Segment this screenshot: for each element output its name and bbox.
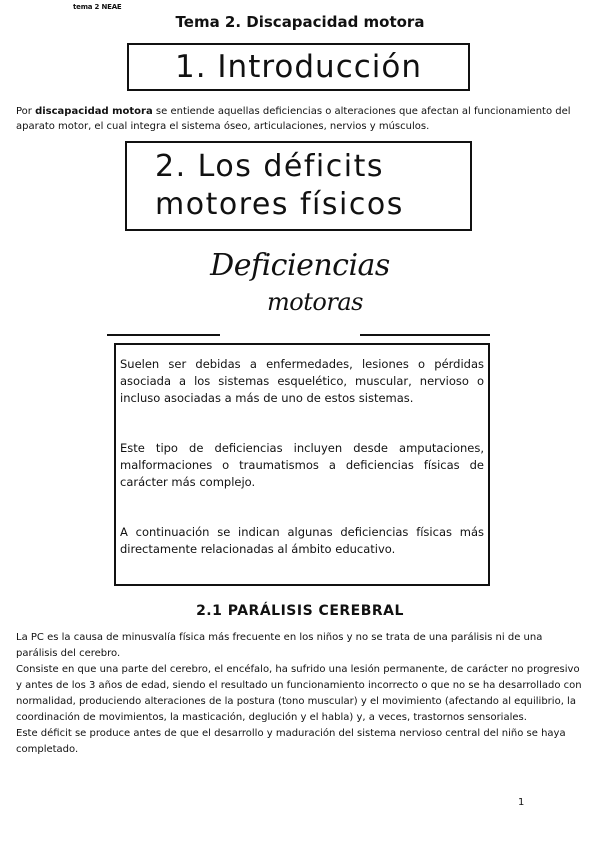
document-title: Tema 2. Discapacidad motora: [175, 13, 425, 31]
deficiencias-paragraph-2: Este tipo de deficiencias incluyen desde amputaciones, malformaciones o traumatismos a deficiencias físicas de carácter más complejo.: [120, 441, 484, 489]
deficits-heading-line2: motores físicos: [155, 187, 404, 222]
introduction-heading: 1. Introducción: [174, 49, 423, 85]
intro-text-start: Por: [16, 106, 36, 117]
deficiencias-text-box: [114, 343, 490, 586]
page-number: 1: [518, 797, 525, 808]
paralisis-paragraph-2: Consiste en que una parte del cerebro, el encéfalo, ha sufrido una lesión permanente, de carácter no progresivo y antes de los 3 años de edad, siendo el resultado un funcionamiento incorrecto o que no se ha desarrollado con normalidad, produciendo alteraciones de la postura (tono muscular) y el movimiento (afectando al equilibrio, la coordinación de movimientos, la masticación, deglución y el habla) y, a veces, trastornos sensoriales.: [16, 664, 582, 723]
script-title-line2: motoras: [267, 288, 363, 316]
deficiencias-script-title: [200, 248, 400, 320]
introduction-heading-box: [127, 43, 470, 91]
paralisis-cerebral-heading: 2.1 PARÁLISIS CEREBRAL: [196, 603, 404, 619]
deficits-heading-box: [125, 141, 472, 231]
deficits-heading-line1: 2. Los déficits: [155, 149, 384, 184]
paralisis-cerebral-body: [16, 630, 586, 758]
deficiencias-paragraph-1: Suelen ser debidas a enfermedades, lesiones o pérdidas asociada a los sistemas esquelético, muscular, nervioso o incluso asociadas a más de uno de estos sistemas.: [120, 357, 484, 405]
header-tag: tema 2 NEAE: [73, 3, 122, 11]
intro-text-end: se entiende aquellas deficiencias o alteraciones que afectan al funcionamiento del aparato motor, el cual integra el sistema óseo, articulaciones, nervios y músculos.: [16, 106, 571, 132]
frame-top-line-left: [107, 334, 220, 336]
script-title-line1: Deficiencias: [210, 248, 390, 283]
frame-top-line-right: [360, 334, 490, 336]
introduction-paragraph: [16, 104, 588, 134]
intro-bold-term: discapacidad motora: [35, 106, 153, 117]
paralisis-paragraph-3: Este déficit se produce antes de que el desarrollo y maduración del sistema nervioso central del niño se haya completado.: [16, 728, 566, 755]
deficiencias-paragraph-3: A continuación se indican algunas deficiencias físicas más directamente relacionadas al ámbito educativo.: [120, 525, 484, 556]
paralisis-paragraph-1: La PC es la causa de minusvalía física más frecuente en los niños y no se trata de una parálisis ni de una parálisis del cerebro.: [16, 632, 543, 659]
